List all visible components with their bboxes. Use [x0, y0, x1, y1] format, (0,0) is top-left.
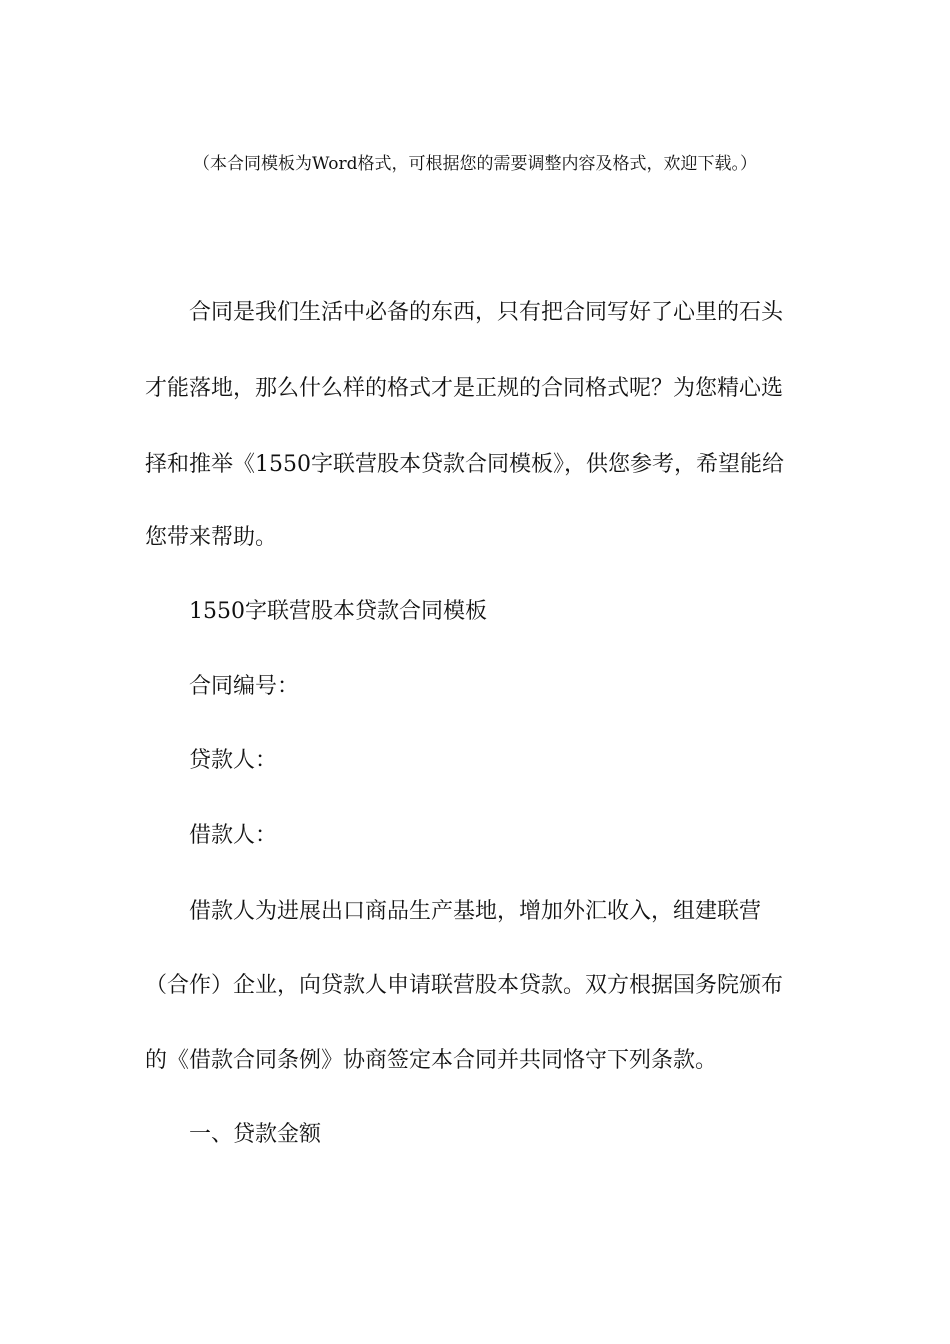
preamble-line-2: （合作）企业，向贷款人申请联营股本贷款。双方根据国务院颁布	[145, 973, 784, 998]
preamble-line-1: 借款人为进展出口商品生产基地，增加外汇收入，组建联营	[189, 899, 762, 924]
intro-line-2: 才能落地，那么什么样的格式才是正规的合同格式呢？为您精心选	[145, 376, 784, 401]
section-heading-loan-amount: 一、贷款金额	[189, 1122, 322, 1147]
intro-line-3: 择和推举《1550字联营股本贷款合同模板》，供您参考，希望能给	[145, 452, 784, 477]
intro-line-1: 合同是我们生活中必备的东西，只有把合同写好了心里的石头	[189, 300, 784, 325]
template-note: （本合同模板为Word格式，可根据您的需要调整内容及格式，欢迎下载。）	[192, 154, 758, 174]
preamble-line-3: 的《借款合同条例》协商签定本合同并共同恪守下列条款。	[145, 1048, 718, 1073]
intro-line-4: 您带来帮助。	[145, 525, 278, 550]
document-title: 1550字联营股本贷款合同模板	[189, 599, 487, 624]
lender-field: 贷款人：	[189, 748, 278, 773]
borrower-field: 借款人：	[189, 823, 278, 848]
contract-number-field: 合同编号：	[189, 674, 300, 699]
